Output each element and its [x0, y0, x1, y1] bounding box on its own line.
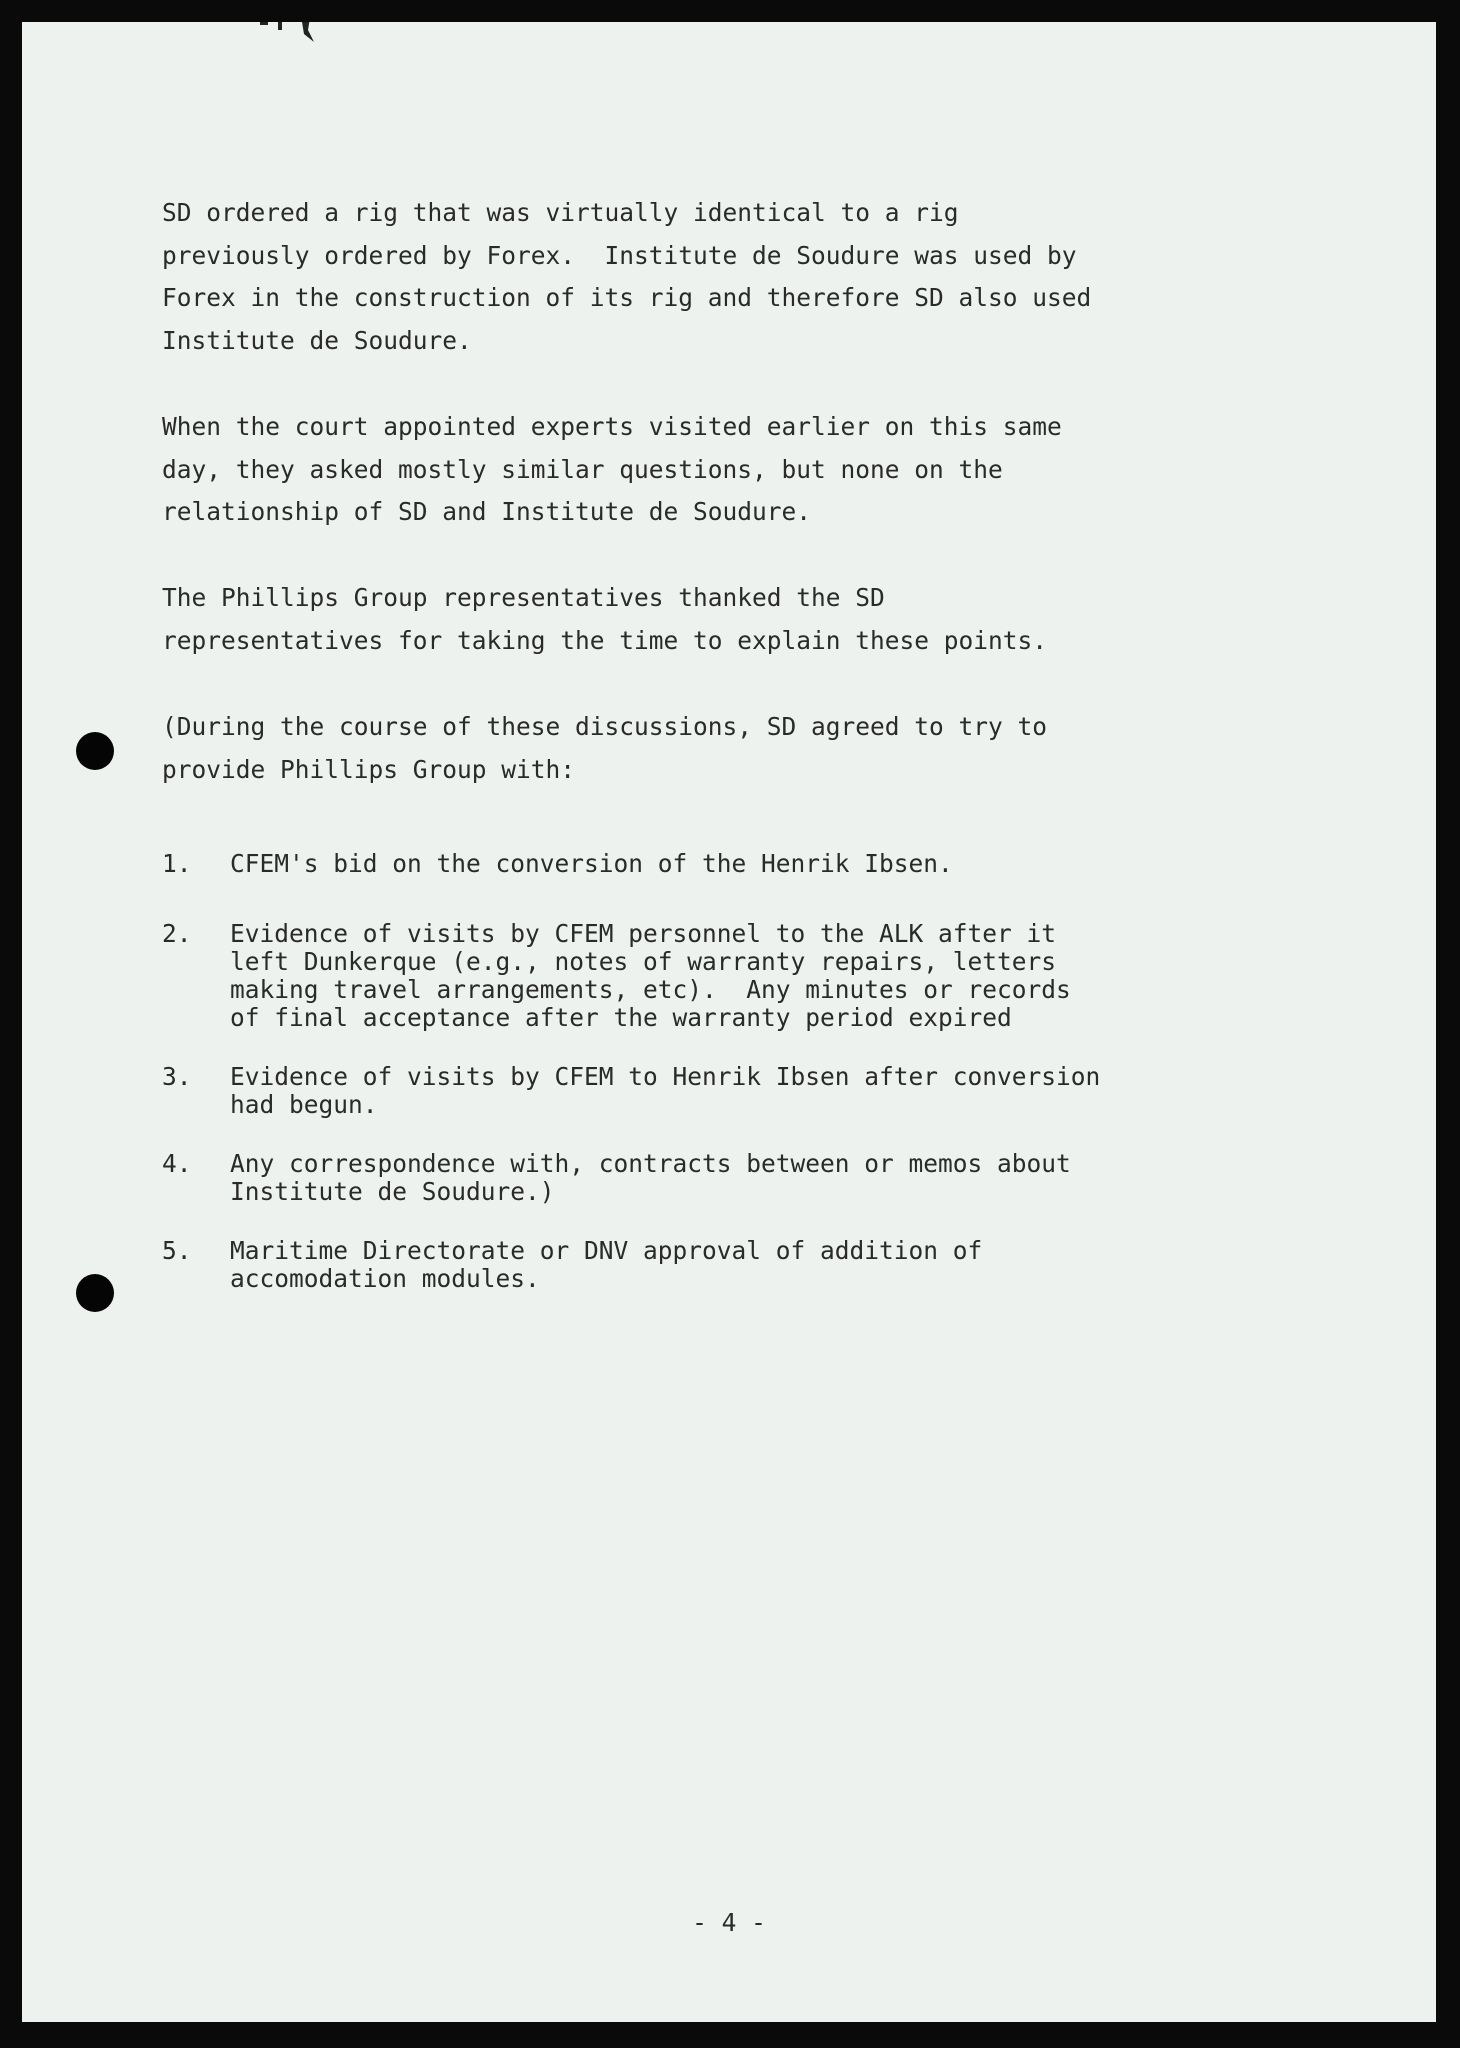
- punch-hole: [76, 1274, 114, 1312]
- list-item-number: 1.: [162, 849, 192, 878]
- corner-scan-mark: [258, 22, 328, 46]
- list-item-text: Evidence of visits by CFEM to Henrik Ibsen after conversion had begun.: [230, 1062, 1101, 1119]
- list-item-number: 5.: [162, 1236, 192, 1265]
- paragraph-rig-order: SD ordered a rig that was virtually identical to a rig previously ordered by Forex. Institute de Soudure was used by Forex in the construction of its rig and therefore SD also used Institute de Soudure.: [162, 198, 1092, 355]
- page-number: - 4 -: [692, 1908, 766, 1937]
- punch-hole: [76, 732, 114, 770]
- list-item-text: Evidence of visits by CFEM personnel to the ALK after it left Dunkerque (e.g., notes of warranty repairs, letters making travel arrangements, etc). Any minutes or records of final acceptance after the warranty period expired: [230, 919, 1071, 1032]
- paragraph-court-experts: When the court appointed experts visited earlier on this same day, they asked mostly similar questions, but none on the relationship of SD and Institute de Soudure.: [162, 412, 1062, 526]
- list-item-text: Any correspondence with, contracts between or memos about Institute de Soudure.): [230, 1149, 1071, 1206]
- list-item-number: 4.: [162, 1149, 192, 1178]
- list-item-text: CFEM's bid on the conversion of the Henrik Ibsen.: [230, 849, 953, 878]
- paragraph-thanks: The Phillips Group representatives thanked the SD representatives for taking the time to explain these points.: [162, 583, 1048, 655]
- list-item-number: 3.: [162, 1062, 192, 1091]
- paragraph-discussion: (During the course of these discussions, SD agreed to try to provide Phillips Group with:: [162, 712, 1048, 784]
- list-item-text: Maritime Directorate or DNV approval of addition of accomodation modules.: [230, 1236, 983, 1293]
- document-page: [22, 22, 1436, 2022]
- list-item-number: 2.: [162, 919, 192, 948]
